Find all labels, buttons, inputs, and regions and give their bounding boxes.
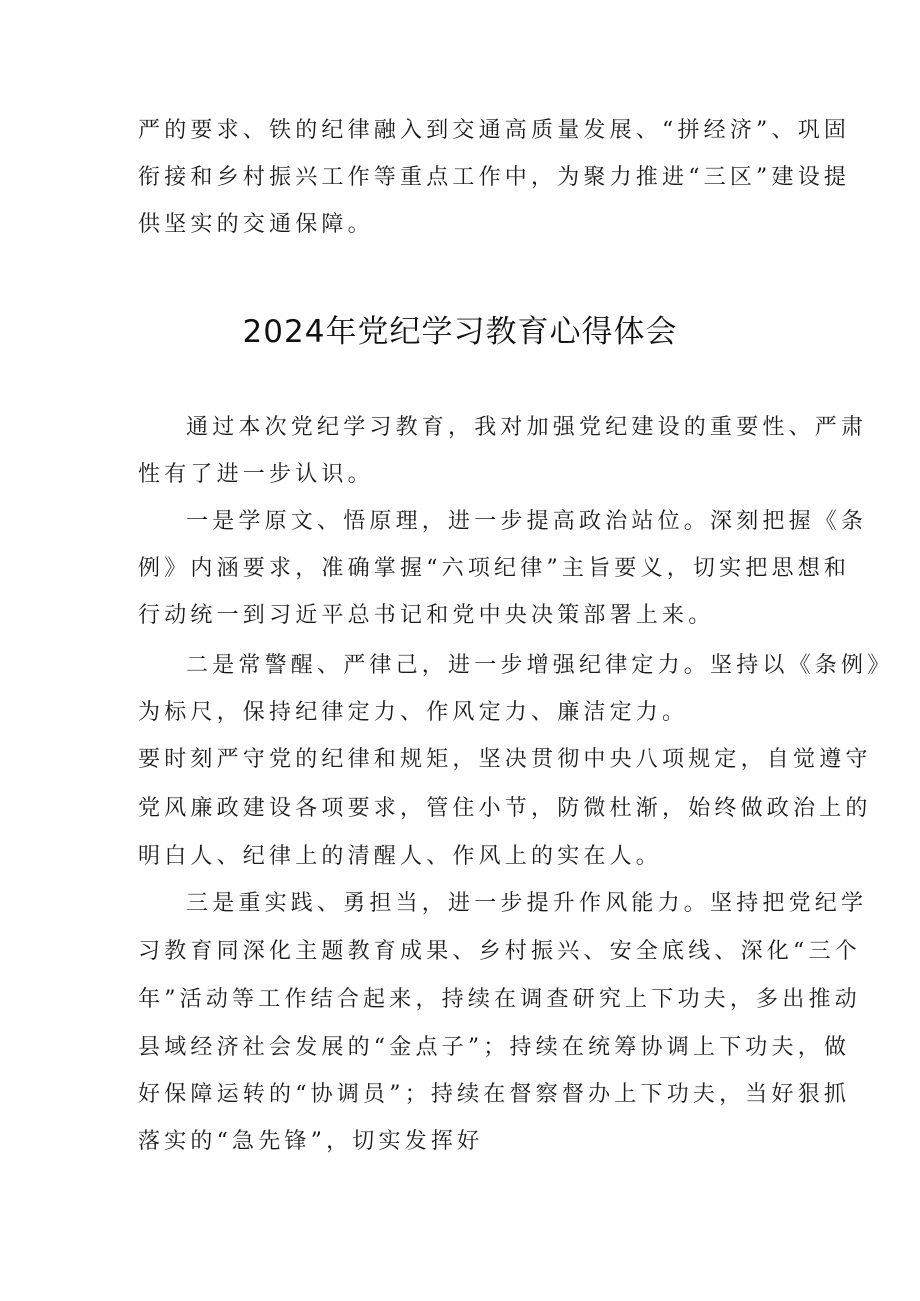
document-title: 2024年党纪学习教育心得体会	[242, 314, 678, 350]
paragraph-5-line-5: 好保障运转的“协调员”；持续在督察督办上下功夫，当好狠抓	[138, 1082, 851, 1107]
paragraph-2-line-3: 行动统一到习近平总书记和党中央决策部署上来。	[138, 603, 715, 628]
paragraph-1-line-1: 通过本次党纪学习教育，我对加强党纪建设的重要性、严肃	[186, 415, 868, 440]
intro-line-1: 严的要求、铁的纪律融入到交通高质量发展、“拼经济”、巩固	[138, 118, 851, 143]
paragraph-5-line-4: 县域经济社会发展的“金点子”；持续在统筹协调上下功夫，做	[138, 1035, 851, 1060]
paragraph-4-line-3: 明白人、纪律上的清醒人、作风上的实在人。	[138, 844, 663, 869]
paragraph-2-line-2: 例》内涵要求，准确掌握“六项纪律”主旨要义，切实把思想和	[138, 556, 851, 581]
paragraph-2-line-1: 一是学原文、悟原理，进一步提高政治站位。深刻把握《条	[186, 509, 868, 534]
paragraph-5-line-6: 落实的“急先锋”，切实发挥好	[138, 1129, 484, 1154]
paragraph-5-line-2: 习教育同深化主题教育成果、乡村振兴、安全底线、深化“三个	[138, 939, 861, 964]
intro-line-3: 供坚实的交通保障。	[138, 212, 374, 237]
intro-line-2: 衔接和乡村振兴工作等重点工作中，为聚力推进“三区”建设提	[138, 165, 851, 190]
paragraph-1-line-2: 性有了进一步认识。	[138, 462, 374, 487]
paragraph-4-line-2: 党风廉政建设各项要求，管住小节，防微杜渐，始终做政治上的	[138, 796, 872, 821]
paragraph-5-line-3: 年”活动等工作结合起来，持续在调查研究上下功夫，多出推动	[138, 987, 861, 1012]
paragraph-3-line-2: 为标尺，保持纪律定力、作风定力、廉洁定力。	[138, 700, 689, 725]
paragraph-4-line-1: 要时刻严守党的纪律和规矩，坚决贯彻中央八项规定，自觉遵守	[138, 747, 872, 772]
paragraph-5-line-1: 三是重实践、勇担当，进一步提升作风能力。坚持把党纪学	[186, 891, 868, 916]
paragraph-3-line-1: 二是常警醒、严律己，进一步增强纪律定力。坚持以《条例》	[186, 653, 894, 678]
